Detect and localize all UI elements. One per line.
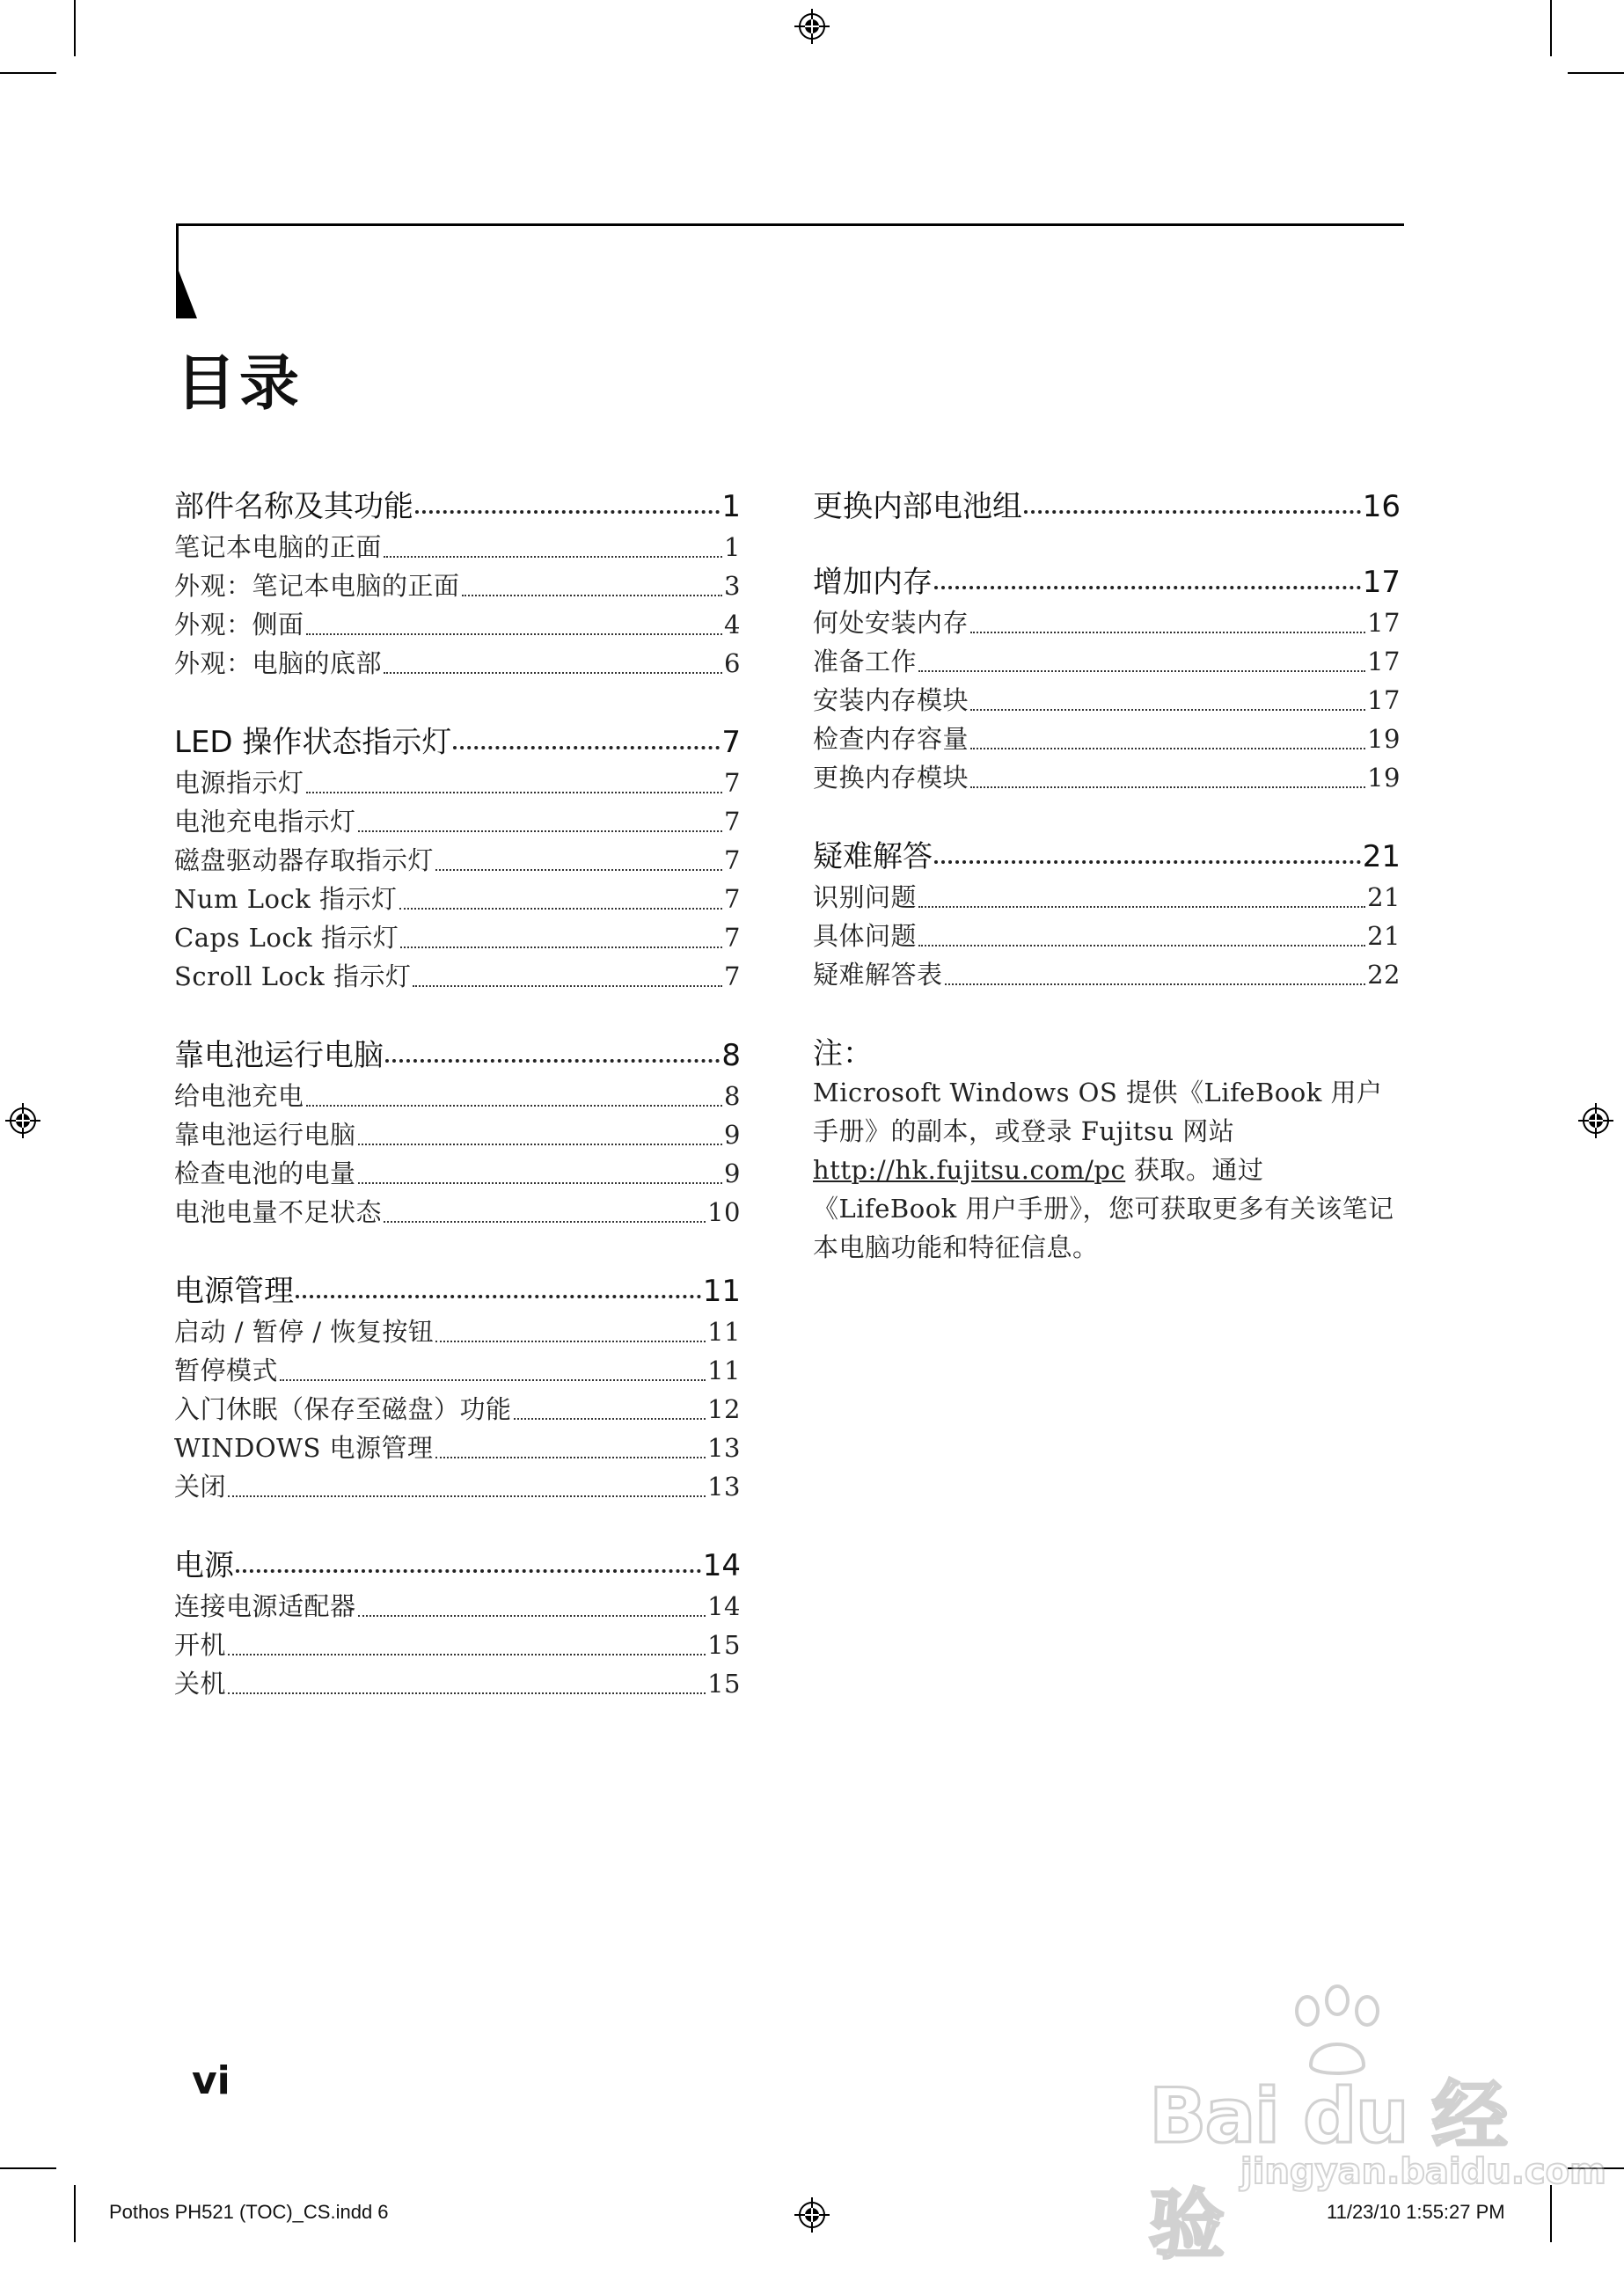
leader-dots — [228, 1692, 706, 1694]
crop-mark — [1568, 72, 1624, 74]
watermark-url: jingyan.baidu.com — [1240, 2152, 1606, 2192]
leader-dots — [1024, 510, 1361, 514]
toc-entry-page: 7 — [724, 884, 741, 914]
toc-entry-label: 疑难解答表 — [813, 960, 943, 990]
toc-entry-label: 入门休眠（保存至磁盘）功能 — [174, 1394, 512, 1424]
header-rule — [176, 223, 1404, 226]
leader-dots — [970, 748, 1365, 749]
leader-dots — [228, 1654, 706, 1655]
leader-dots — [384, 556, 722, 558]
toc-heading-page: 17 — [1362, 565, 1401, 600]
toc-entry[interactable] — [174, 1351, 741, 1390]
toc-heading-label: 电源管理 — [174, 1274, 294, 1309]
crop-mark — [1550, 2185, 1552, 2242]
leader-dots — [415, 510, 720, 514]
leader-dots — [453, 746, 720, 749]
leader-dots — [358, 830, 723, 832]
note-title: 注： — [813, 1036, 873, 1071]
toc-heading-page: 14 — [702, 1548, 741, 1583]
toc-entry-page: 10 — [707, 1197, 741, 1227]
corner-flag — [176, 264, 197, 318]
slug-timestamp: 11/23/10 1:55:27 PM — [1327, 2201, 1505, 2223]
toc-entry[interactable] — [174, 1115, 741, 1154]
toc-entry-page: 17 — [1367, 685, 1401, 715]
toc-entry-page: 9 — [724, 1120, 741, 1150]
note-text: 获取。通过《LifeBook 用户手册》，您可获取更多有关该笔记本电脑功能和特征信息。 — [813, 1155, 1394, 1262]
toc-entry[interactable] — [174, 566, 741, 605]
toc-entry-label: 检查电池的电量 — [174, 1158, 356, 1188]
watermark-brand: Bai du 经验 — [1149, 2072, 1506, 2269]
toc-entry-label: 靠电池运行电脑 — [174, 1120, 356, 1150]
registration-mark-icon — [5, 1103, 40, 1138]
toc-right-column — [813, 482, 1401, 1267]
toc-entry-page: 7 — [724, 923, 741, 953]
leader-dots — [296, 1295, 701, 1298]
toc-entry-label: 外观：侧面 — [174, 610, 304, 640]
leader-dots — [514, 1418, 706, 1420]
toc-entry[interactable] — [174, 1193, 741, 1232]
leader-dots — [399, 908, 723, 910]
leader-dots — [228, 1495, 706, 1497]
toc-entry-page: 21 — [1367, 921, 1401, 951]
toc-entry[interactable] — [174, 802, 741, 841]
toc-entry-label: 准备工作 — [813, 647, 918, 676]
toc-entry[interactable] — [174, 605, 741, 644]
toc-heading-page: 21 — [1362, 839, 1401, 874]
toc-entry-label: 启动 / 暂停 / 恢复按钮 — [174, 1317, 435, 1347]
toc-entry-label: Num Lock 指示灯 — [174, 884, 398, 914]
toc-entry[interactable] — [174, 1390, 741, 1429]
toc-entry-page: 7 — [724, 768, 741, 798]
leader-dots — [918, 906, 1365, 908]
leader-dots — [462, 595, 723, 596]
toc-heading[interactable] — [174, 1031, 741, 1071]
toc-entry-page: 21 — [1367, 882, 1401, 912]
toc-entry-label: 笔记本电脑的正面 — [174, 532, 383, 562]
toc-entry-label: 暂停模式 — [174, 1356, 279, 1385]
crop-mark — [74, 2185, 76, 2242]
toc-entry-label: 关机 — [174, 1669, 227, 1699]
toc-entry-page: 15 — [707, 1669, 741, 1699]
registration-mark-icon — [794, 9, 830, 44]
crop-mark — [74, 0, 76, 56]
leader-dots — [306, 633, 723, 635]
toc-entry-label: 何处安装内存 — [813, 608, 969, 638]
toc-entry-page: 1 — [724, 532, 741, 562]
toc-entry-page: 8 — [724, 1081, 741, 1111]
toc-section — [813, 832, 1401, 994]
toc-entry[interactable] — [174, 841, 741, 880]
toc-heading[interactable] — [174, 1267, 741, 1307]
toc-entry-label: Caps Lock 指示灯 — [174, 923, 399, 953]
toc-entry-label: 电源指示灯 — [174, 768, 304, 798]
toc-entry-page: 11 — [707, 1356, 741, 1385]
toc-heading[interactable] — [174, 718, 741, 758]
note-block — [813, 1029, 1401, 1267]
toc-entry-page: 19 — [1367, 763, 1401, 793]
toc-entry-label: 外观：笔记本电脑的正面 — [174, 571, 460, 601]
toc-entry-page: 7 — [724, 845, 741, 875]
toc-entry-label: 磁盘驱动器存取指示灯 — [174, 845, 435, 875]
toc-entry-page: 22 — [1367, 960, 1401, 990]
crop-mark — [0, 72, 56, 74]
toc-entry-label: 安装内存模块 — [813, 685, 969, 715]
leader-dots — [400, 946, 722, 948]
toc-heading[interactable] — [813, 558, 1401, 598]
toc-entry[interactable] — [174, 1587, 741, 1626]
toc-entry[interactable] — [174, 528, 741, 566]
note-body — [813, 1073, 1401, 1267]
page-number: vi — [192, 2058, 230, 2103]
crop-mark — [0, 2167, 56, 2169]
toc-heading-label: 电源 — [174, 1548, 234, 1583]
toc-section — [174, 482, 741, 683]
toc-entry[interactable] — [174, 1664, 741, 1703]
toc-entry[interactable] — [174, 1626, 741, 1664]
toc-entry-label: 检查内存容量 — [813, 724, 969, 754]
toc-entry[interactable] — [174, 880, 741, 918]
leader-dots — [934, 586, 1361, 589]
toc-entry-page: 14 — [707, 1591, 741, 1621]
slug-file-name: Pothos PH521 (TOC)_CS.indd 6 — [109, 2201, 389, 2223]
toc-entry-page: 19 — [1367, 724, 1401, 754]
toc-entry-page: 17 — [1367, 608, 1401, 638]
toc-entry-page: 7 — [724, 961, 741, 991]
leader-dots — [945, 983, 1366, 985]
page-title: 目录 — [176, 349, 304, 419]
toc-heading[interactable] — [813, 482, 1401, 523]
toc-entry[interactable] — [813, 720, 1401, 758]
crop-mark — [1550, 0, 1552, 56]
leader-dots — [435, 1457, 706, 1458]
toc-section — [174, 1541, 741, 1703]
toc-entry[interactable] — [174, 1429, 741, 1467]
leader-dots — [384, 672, 722, 674]
toc-heading-label: 靠电池运行电脑 — [174, 1038, 384, 1073]
toc-entry-page: 6 — [724, 648, 741, 678]
toc-heading-label: 更换内部电池组 — [813, 489, 1022, 524]
toc-heading[interactable] — [174, 482, 741, 523]
toc-section — [813, 482, 1401, 523]
toc-entry[interactable] — [813, 603, 1401, 642]
toc-heading-page: 8 — [721, 1038, 741, 1073]
leader-dots — [384, 1221, 706, 1223]
toc-section — [174, 1267, 741, 1506]
toc-entry[interactable] — [174, 1467, 741, 1506]
toc-entry-label: 电池电量不足状态 — [174, 1197, 383, 1227]
toc-entry-label: WINDOWS 电源管理 — [174, 1433, 434, 1463]
leader-dots — [385, 1059, 720, 1063]
toc-heading-page: 1 — [721, 489, 741, 524]
registration-mark-icon — [794, 2197, 830, 2233]
leader-dots — [934, 860, 1361, 864]
toc-entry-page: 9 — [724, 1158, 741, 1188]
toc-section — [813, 558, 1401, 797]
leader-dots — [918, 945, 1365, 946]
toc-heading-label: 部件名称及其功能 — [174, 489, 413, 524]
toc-entry[interactable] — [813, 642, 1401, 681]
leader-dots — [970, 709, 1365, 711]
leader-dots — [236, 1569, 701, 1573]
toc-entry[interactable] — [174, 957, 741, 996]
toc-entry[interactable] — [174, 764, 741, 802]
toc-entry-label: 连接电源适配器 — [174, 1591, 356, 1621]
toc-entry[interactable] — [813, 758, 1401, 797]
toc-heading-label: LED 操作状态指示灯 — [174, 725, 452, 760]
toc-heading-page: 16 — [1362, 489, 1401, 524]
toc-entry-page: 11 — [707, 1317, 741, 1347]
toc-entry-label: 给电池充电 — [174, 1081, 304, 1111]
registration-mark-icon — [1578, 1103, 1613, 1138]
toc-entry-page: 7 — [724, 807, 741, 837]
toc-left-column — [174, 482, 741, 1738]
leader-dots — [306, 792, 723, 793]
toc-entry[interactable] — [174, 1154, 741, 1193]
toc-right-sections — [813, 482, 1401, 994]
toc-heading[interactable] — [813, 832, 1401, 873]
toc-entry-label: 开机 — [174, 1630, 227, 1660]
toc-entry-page: 4 — [724, 610, 741, 640]
toc-entry[interactable] — [813, 878, 1401, 917]
toc-entry-page: 17 — [1367, 647, 1401, 676]
toc-heading-page: 7 — [721, 725, 741, 760]
toc-entry-page: 13 — [707, 1433, 741, 1463]
toc-entry-label: 识别问题 — [813, 882, 918, 912]
toc-entry-label: Scroll Lock 指示灯 — [174, 961, 412, 991]
toc-entry-label: 关闭 — [174, 1472, 227, 1502]
toc-entry-label: 电池充电指示灯 — [174, 807, 356, 837]
toc-section — [174, 1031, 741, 1232]
leader-dots — [970, 786, 1365, 788]
leader-dots — [435, 869, 722, 871]
toc-entry[interactable] — [174, 1077, 741, 1115]
note-link[interactable]: http://hk.fujitsu.com/pc — [813, 1155, 1126, 1185]
toc-entry[interactable] — [174, 1312, 741, 1351]
toc-heading-label: 疑难解答 — [813, 839, 933, 874]
toc-heading-page: 11 — [702, 1274, 741, 1309]
toc-entry-label: 更换内存模块 — [813, 763, 969, 793]
toc-heading[interactable] — [174, 1541, 741, 1582]
toc-entry-page: 3 — [724, 571, 741, 601]
toc-entry[interactable] — [813, 917, 1401, 955]
leader-dots — [280, 1379, 706, 1381]
leader-dots — [358, 1182, 723, 1184]
leader-dots — [413, 985, 722, 987]
toc-heading-label: 增加内存 — [813, 565, 933, 600]
toc-entry-page: 13 — [707, 1472, 741, 1502]
toc-entry[interactable] — [174, 918, 741, 957]
leader-dots — [358, 1144, 723, 1145]
note-text: Microsoft Windows OS 提供《LifeBook 用户手册》的副本，或登录 Fujitsu 网站 — [813, 1078, 1383, 1146]
leader-dots — [970, 632, 1365, 633]
leader-dots — [306, 1105, 723, 1107]
toc-entry[interactable] — [813, 681, 1401, 720]
toc-entry[interactable] — [813, 955, 1401, 994]
leader-dots — [358, 1615, 706, 1617]
toc-entry-label: 具体问题 — [813, 921, 918, 951]
leader-dots — [435, 1341, 706, 1342]
toc-entry[interactable] — [174, 644, 741, 683]
toc-section — [174, 718, 741, 996]
toc-entry-page: 12 — [707, 1394, 741, 1424]
leader-dots — [918, 670, 1365, 672]
toc-entry-label: 外观：电脑的底部 — [174, 648, 383, 678]
toc-entry-page: 15 — [707, 1630, 741, 1660]
